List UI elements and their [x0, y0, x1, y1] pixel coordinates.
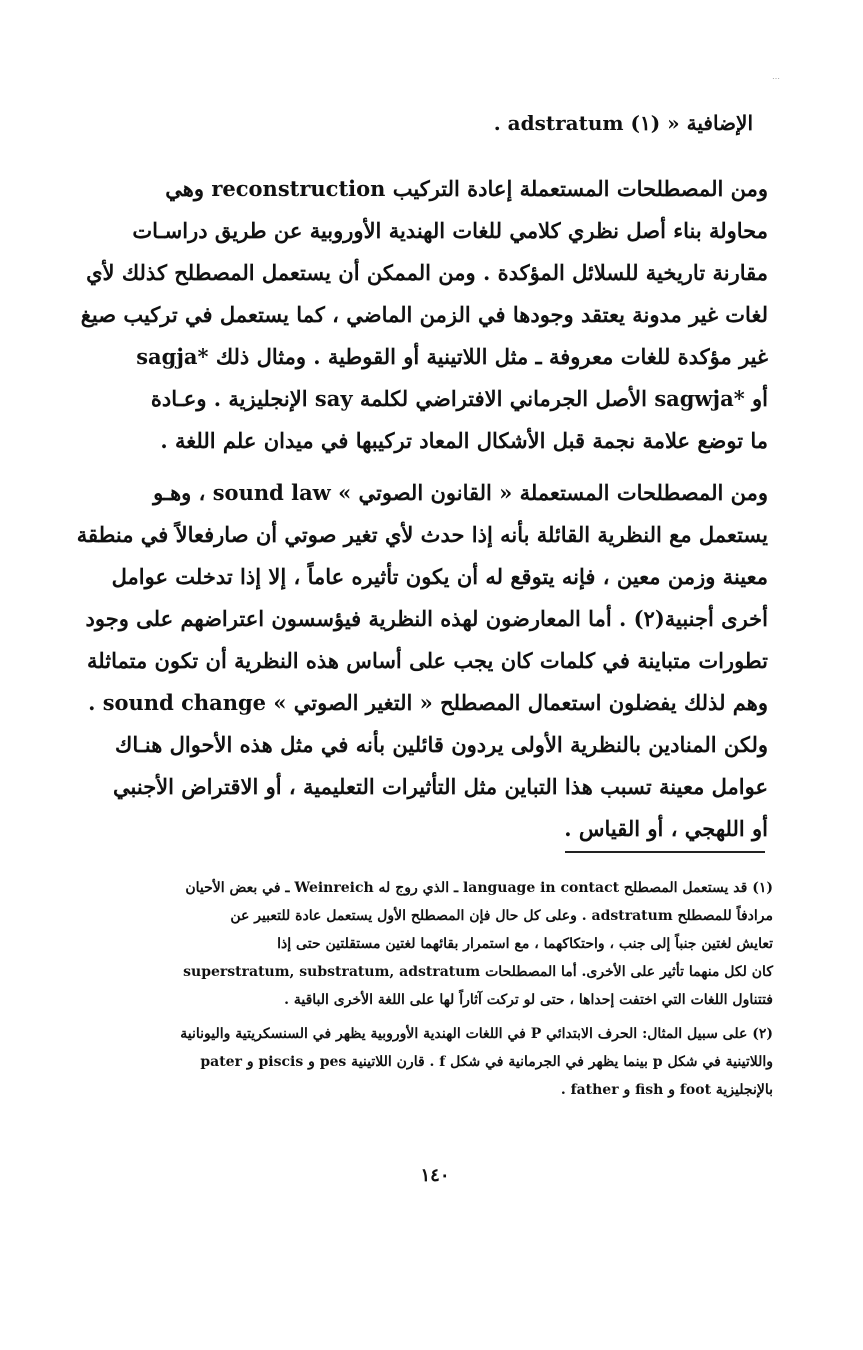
paragraph-line: تطورات متباينة في كلمات كان يجب على أساس هذه النظرية أن تكون متماثلة [87, 648, 768, 673]
paragraph-line: أو اللهجي ، أو القياس . [564, 816, 768, 841]
footnote-line: تعايش لغتين جنباً إلى جنب ، واحتكاكهما ، مع استمرار بقائهما لغتين مستقلتين حتى إذا [277, 936, 773, 952]
scan-speck: ⋯ [772, 74, 780, 83]
paragraph-line: أو *sagwja الأصل الجرماني الافتراضي لكلمة say الإنجليزية . وعـادة [150, 386, 768, 411]
paragraph-line: ومن المصطلحات المستعملة « القانون الصوتي » sound law ، وهـو [153, 480, 768, 505]
paragraph-line: مقارنة تاريخية للسلائل المؤكدة . ومن الممكن أن يستعمل المصطلح كذلك لأي [86, 260, 768, 285]
paragraph-line: عوامل معينة تسبب هذا التباين مثل التأثيرات التعليمية ، أو الاقتراض الأجنبي [113, 774, 768, 799]
paragraph-line: لغات غير مدونة يعتقد وجودها في الزمن الماضي ، كما يستعمل في تركيب صيغ [80, 302, 768, 327]
paragraph-line: أخرى أجنبية(٢) . أما المعارضون لهذه النظرية فيؤسسون اعتراضهم على وجود [85, 606, 768, 631]
footnote-line: فتتناول اللغات التي اختفت إحداها ، حتى لو تركت آثاراً لها على اللغة الأخرى الباقية . [284, 992, 773, 1008]
footnote-divider [565, 851, 765, 853]
footnote-line: (٢) على سبيل المثال: الحرف الابتدائي P في اللغات الهندية الأوروبية يظهر في السنسكريتية واليونانية [180, 1026, 773, 1042]
paragraph-line: غير مؤكدة للغات معروفة ـ مثل اللاتينية أو القوطية . ومثال ذلك *sagja [136, 344, 768, 369]
footnote-line: مرادفاً للمصطلح adstratum . وعلى كل حال فإن المصطلح الأول يستعمل عادة للتعبير عن [230, 908, 773, 924]
paragraph-line: ومن المصطلحات المستعملة إعادة التركيب reconstruction وهي [165, 176, 768, 201]
paragraph-line: يستعمل مع النظرية القائلة بأنه إذا حدث لأي تغير صوتي أن صارفعالاً في منطقة [76, 522, 768, 547]
footnote-line: واللاتينية في شكل p بينما يظهر في الجرمانية في شكل f . قارن اللاتينية pes و piscis و pater [200, 1054, 773, 1070]
paragraph-line: محاولة بناء أصل نظري كلامي للغات الهندية الأوروبية عن طريق دراسـات [132, 218, 768, 243]
paragraph-line: ما توضع علامة نجمة قبل الأشكال المعاد تركيبها في ميدان علم اللغة . [160, 428, 768, 453]
paragraph-line: ولكن المنادين بالنظرية الأولى يردون قائلين بأنه في مثل هذه الأحوال هنـاك [115, 732, 768, 757]
heading-line: الإضافية « (١) adstratum . [493, 111, 753, 135]
page-number: ١٤٠ [420, 1165, 450, 1186]
paragraph-line: معينة وزمن معين ، فإنه يتوقع له أن يكون تأثيره عاماً ، إلا إذا تدخلت عوامل [111, 564, 768, 589]
footnote-line: (١) قد يستعمل المصطلح language in contact ـ الذي روج له Weinreich ـ في بعض الأحيان [185, 880, 773, 896]
footnote-line: كان لكل منهما تأثير على الأخرى. أما المصطلحات superstratum, substratum, adstratum [183, 964, 773, 980]
footnote-line: بالإنجليزية foot و fish و father . [560, 1082, 773, 1098]
paragraph-line: وهم لذلك يفضلون استعمال المصطلح « التغير الصوتي » sound change . [88, 690, 768, 715]
